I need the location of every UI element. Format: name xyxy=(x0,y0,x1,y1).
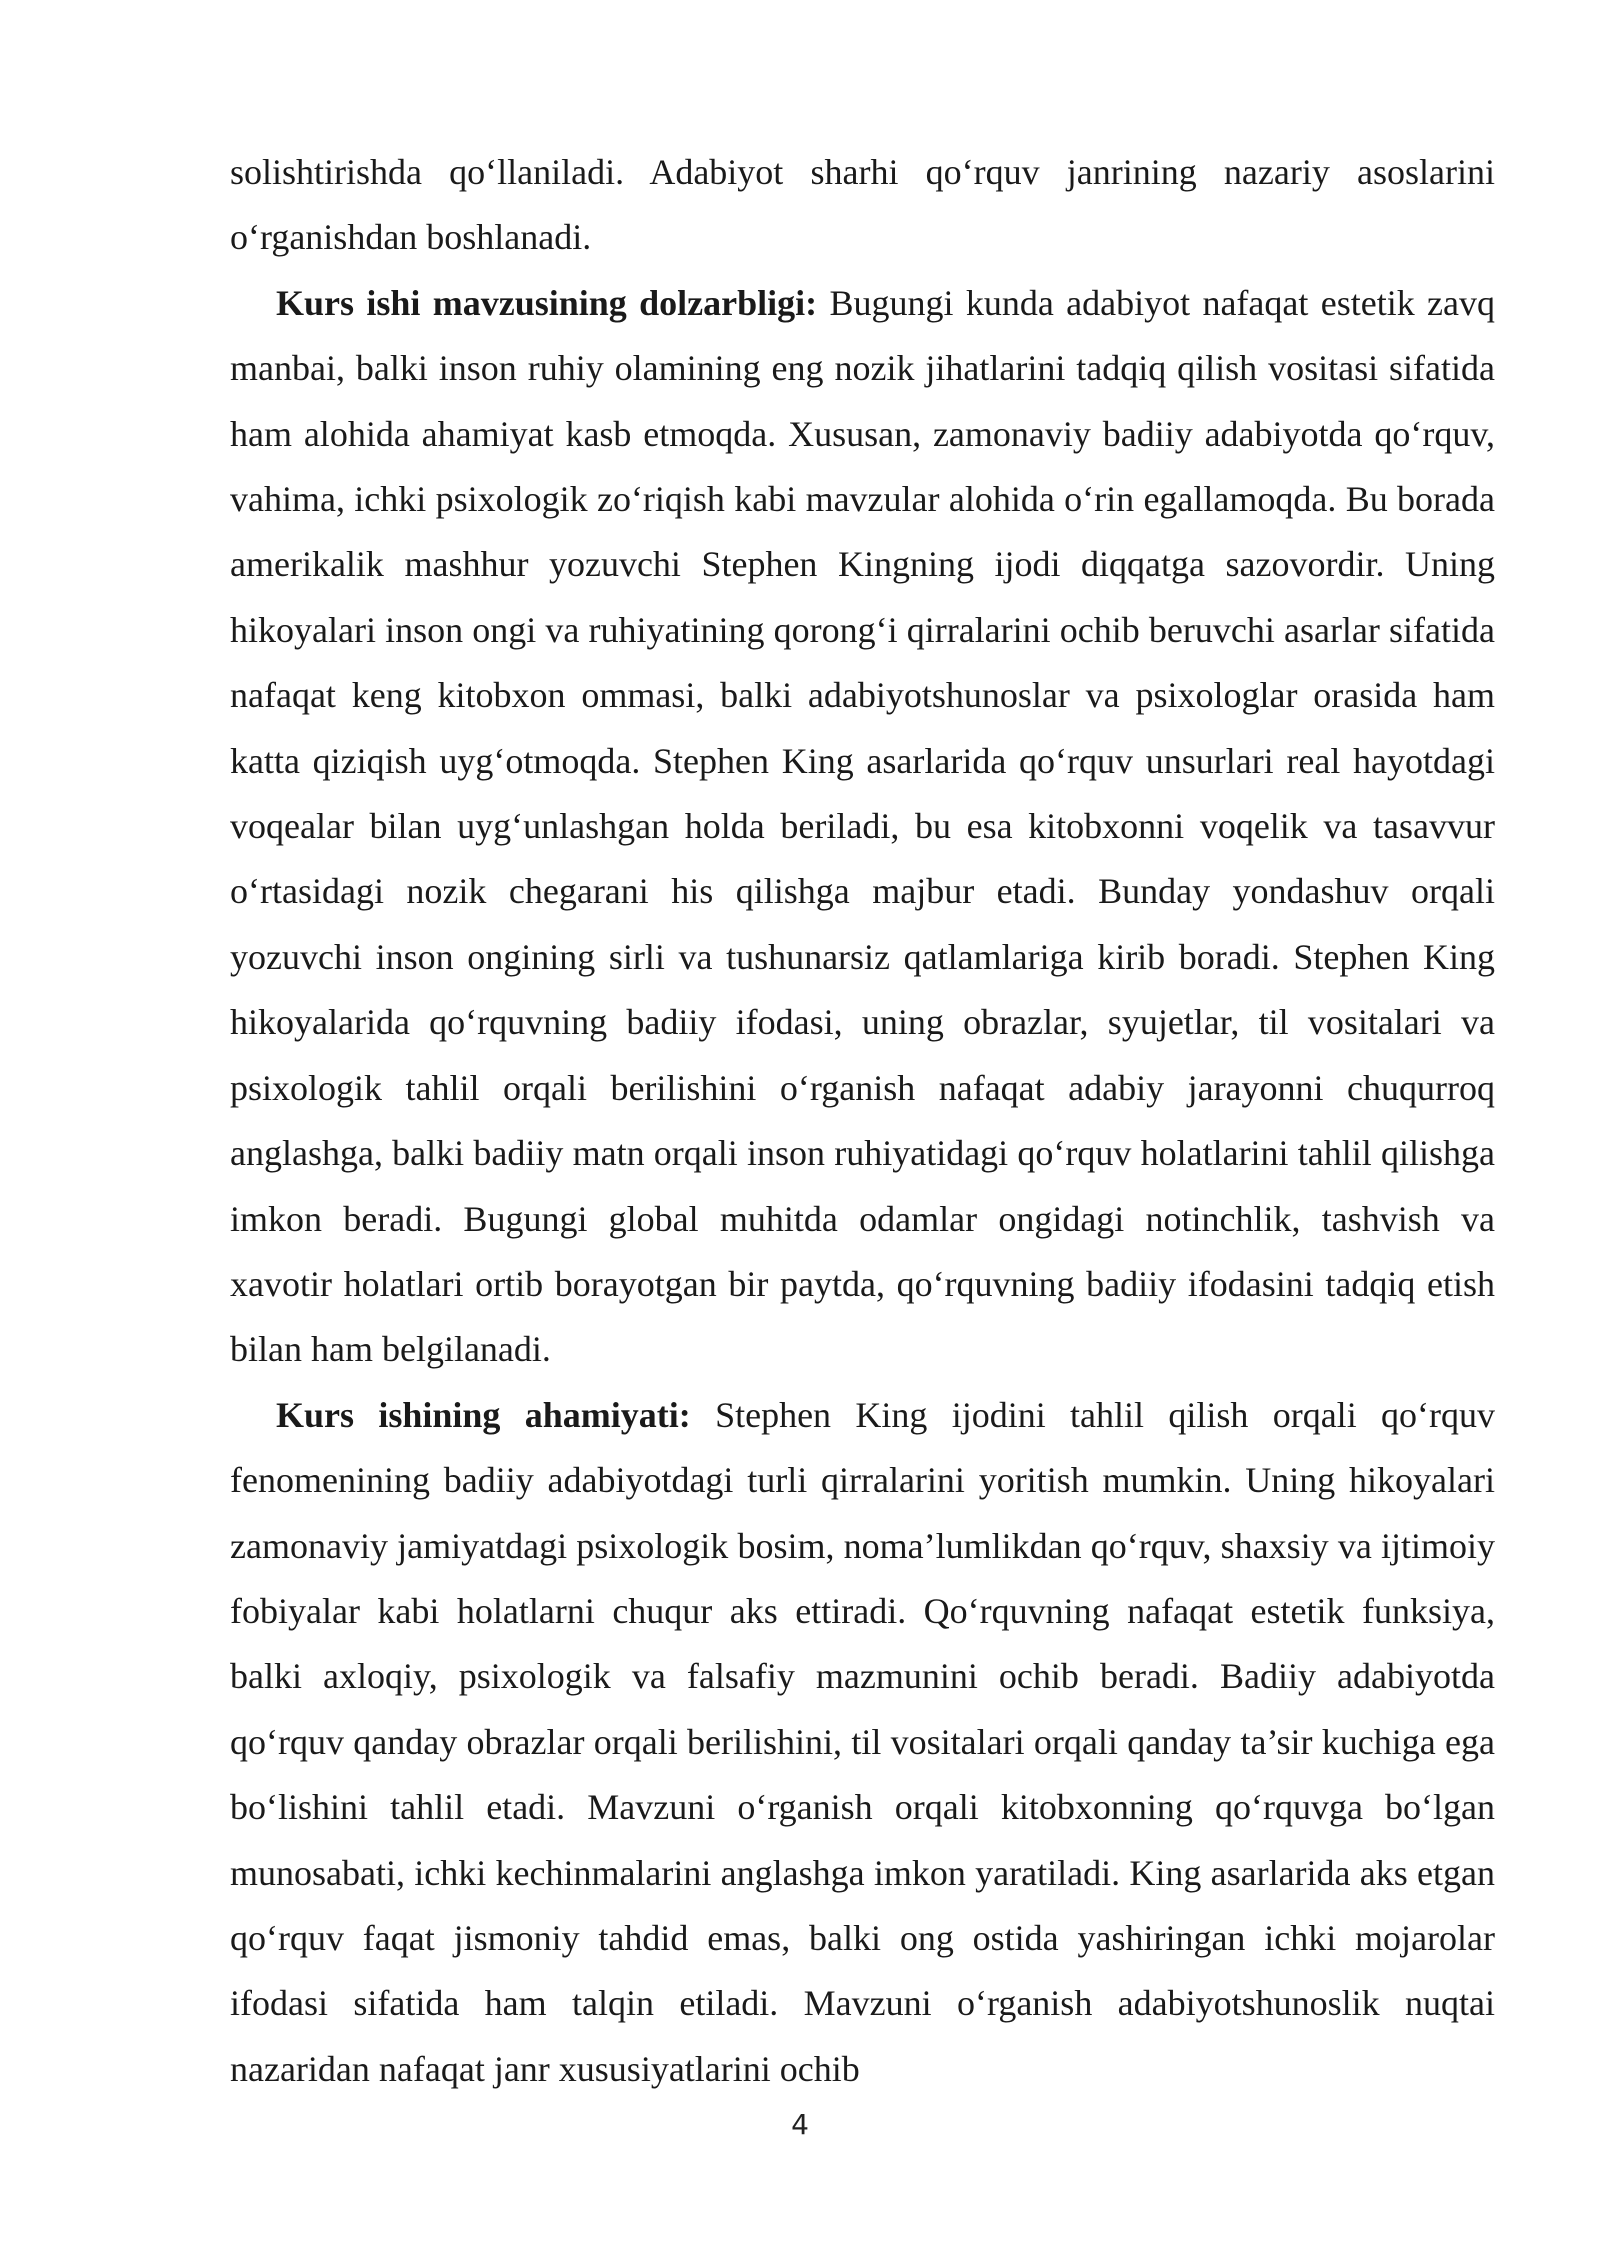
paragraph-text: Stephen King ijodini tahlil qilish orqali qo‘rquv fenomenining badiiy adabiyotdagi turli qirralarini yoritish mumkin. Uning hikoyalari zamonaviy jamiyatdagi psixologik bosim, noma’lumlikdan qo‘rquv, shaxsiy va ijtimoiy fobiyalar kabi holatlarni chuqur aks ettiradi. Qo‘rquvning nafaqat estetik funksiya, balki axloqiy, psixologik va falsafiy mazmunini ochib beradi. Badiiy adabiyotda qo‘rquv qanday obrazlar orqali berilishini, til vositalari orqali qanday ta’sir kuchiga ega bo‘lishini tahlil etadi. Mavzuni o‘rganish orqali kitobxonning qo‘rquvga bo‘lgan munosabati, ichki kechinmalarini anglashga imkon yaratiladi. King asarlarida aks etgan qo‘rquv faqat jismoniy tahdid emas, balki ong ostida yashiringan ichki mojarolar ifodasi sifatida ham talqin etiladi. Mavzuni o‘rganish adabiyotshunoslik nuqtai nazaridan nafaqat janr xususiyatlarini ochib xyxy=(230,1394,1495,2089)
paragraph-heading: Kurs ishining ahamiyati: xyxy=(276,1394,691,1435)
paragraph-heading: Kurs ishi mavzusining dolzarbligi: xyxy=(276,282,818,323)
paragraph-text: Bugungi kunda adabiyot nafaqat estetik zavq manbai, balki inson ruhiy olamining eng nozik jihatlarini tadqiq qilish vositasi sifatida ham alohida ahamiyat kasb etmoqda. Xususan, zamonaviy badiiy adabiyotda qo‘rquv, vahima, ichki psixologik zo‘riqish kabi mavzular alohida o‘rin egallamoqda. Bu borada amerikalik mashhur yozuvchi Stephen Kingning ijodi diqqatga sazovordir. Uning hikoyalari inson ongi va ruhiyatining qorong‘i qirralarini ochib beruvchi asarlar sifatida nafaqat keng kitobxon ommasi, balki adabiyotshunoslar va psixologlar orasida ham katta qiziqish uyg‘otmoqda. Stephen King asarlarida qo‘rquv unsurlari real hayotdagi voqealar bilan uyg‘unlashgan holda beriladi, bu esa kitobxonni voqelik va tasavvur o‘rtasidagi nozik chegarani his qilishga majbur etadi. Bunday yondashuv orqali yozuvchi inson ongining sirli va tushunarsiz qatlamlariga kirib boradi. Stephen King hikoyalarida qo‘rquvning badiiy ifodasi, uning obrazlar, syujetlar, til vositalari va psixologik tahlil orqali berilishini o‘rganish nafaqat adabiy jarayonni chuqurroq anglashga, balki badiiy matn orqali inson ruhiyatidagi qo‘rquv holatlarini tahlil qilishga imkon beradi. Bugungi global muhitda odamlar ongidagi notinchlik, tashvish va xavotir holatlari ortib borayotgan bir paytda, qo‘rquvning badiiy ifodasini tadqiq etish bilan ham belgilanadi. xyxy=(230,282,1495,1370)
page-number: 4 xyxy=(791,2108,809,2141)
paragraph-intro xyxy=(230,140,1495,271)
paragraph-text: solishtirishda qo‘llaniladi. Adabiyot sharhi qo‘rquv janrining nazariy asoslarini o‘rganishdan boshlanadi. xyxy=(230,152,1495,258)
document-page xyxy=(230,140,1495,2102)
paragraph-relevance xyxy=(230,271,1495,1383)
paragraph-significance xyxy=(230,1383,1495,2102)
